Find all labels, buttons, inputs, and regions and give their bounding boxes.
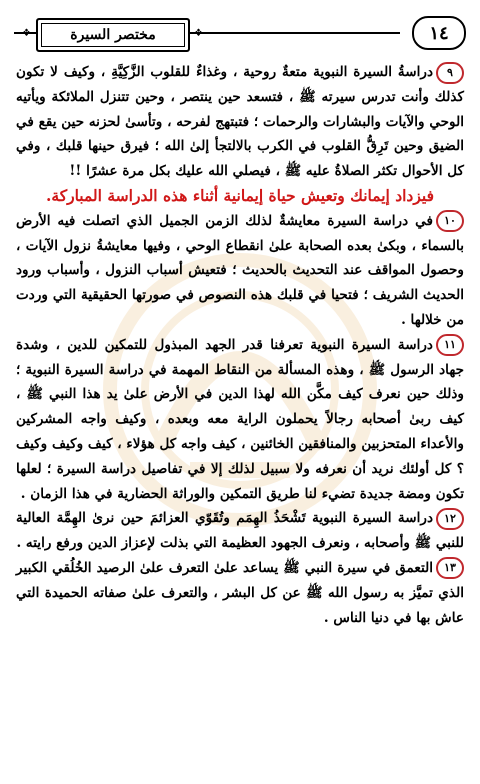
highlight-line: فيزداد إيمانك وتعيش حياة إيمانية أثناء هذه الدراسة المباركة.	[46, 185, 434, 205]
paragraph-text: في دراسة السيرة معايشةٌ لذلك الزمن الجميل الذي اتصلت فيه الأرض بالسماء ، وبكىٰ بعده الصحابة علىٰ انقطاع الوحي ، وفيها معايشةُ نزول الآيات ، وحصول المواقف عند التحديث بالحديث ؛ فتعيش أسباب النزول ، وأسباب ورود الحديث الشريف ؛ فتحيا في قلبك هذه النصوص في صورتها الحقيقية التي وردت من خلالها .	[16, 212, 464, 328]
paragraph-text: دراسةُ السيرة النبوية متعةٌ روحية ، وغذاءٌ للقلوب الزَّكِيَّةِ ، وكيف لا تكون كذلك وأنت تدرس سيرته ﷺ ، فتسعد حين ينتصر ، وحين تتنزل الملائكة ويأتيه الوحي والآيات والبشارات والرحمات ؛ فتبتهج لفرحه ، وتأسىٰ لحزنه حين يقع في الضيق وحين تَرِقُّ القلوب في الكرب بالالتجأ إلىٰ الله ؛ فيرق حينها قلبك ، وفي كل الأحوال تكثر الصلاةُ عليه ﷺ ، فيصلي الله عليك بكل مرة عشرًا !!	[16, 64, 464, 180]
running-title-frame	[36, 18, 190, 52]
paragraph-number: ١٠	[436, 210, 464, 232]
paragraph-12	[16, 506, 464, 556]
ornament-right-icon: ❖	[194, 28, 203, 39]
paragraph-text: دراسة السيرة النبوية تَشْحَذُ الهِمَم وتُقَوّي العزائمَ حين نرىٰ الهِمَّة العالية للنبي ﷺ وأصحابه ، ونعرف الجهود العظيمة التي بذلت لإعزاز الدين ورفع رايته .	[16, 510, 464, 552]
ornament-left-icon: ❖	[22, 28, 31, 39]
page-header	[14, 14, 466, 48]
running-title: مختصر السيرة	[70, 27, 156, 43]
body-text	[16, 60, 464, 630]
paragraph-number: ١١	[436, 334, 464, 356]
paragraph-11	[16, 333, 464, 507]
paragraph-number: ١٢	[436, 508, 464, 530]
paragraph-9	[16, 60, 464, 184]
paragraph-number: ١٣	[436, 557, 464, 579]
paragraph-13	[16, 556, 464, 630]
paragraph-number: ٩	[436, 62, 464, 84]
paragraph-text: التعمق في سيرة النبي ﷺ يساعد علىٰ التعرف علىٰ الرصيد الخُلُقي الكبير الذي تميَّز به رسول الله ﷺ عن كل البشر ، والتعرف علىٰ صفاته الحميدة التي عاش بها في دنيا الناس .	[16, 559, 464, 626]
paragraph-text: دراسة السيرة النبوية تعرفنا قدر الجهد المبذول للتمكين للدين ، وشدة جهاد الرسول ﷺ ، وهذه المسألة من النقاط المهمة في دراسة السيرة النبوية ؛ وذلك حين نعرف كيف مكَّن الله لهذا الدين في الأرض علىٰ يد هذا النبي ﷺ ، كيف ربىٰ أصحابه رجالاً يحملون الراية معه وبعده ، وكيف واجه المشركين والأعداء المتحزبين والمنافقين الخائنين ، كيف واجه كل هؤلاء ، كيف وكيف وكيف ؟ كل أولئك نريد أن نعرفه ولا سبيل لذلك إلا في تفاصيل دراسة السيرة ؛ لعلها تكون ومضة جديدة تضيء لنا طريق التمكين والوراثة الحضارية في هذا الزمان .	[16, 336, 464, 502]
paragraph-10	[16, 209, 464, 333]
page-number: ١٤	[412, 16, 466, 50]
